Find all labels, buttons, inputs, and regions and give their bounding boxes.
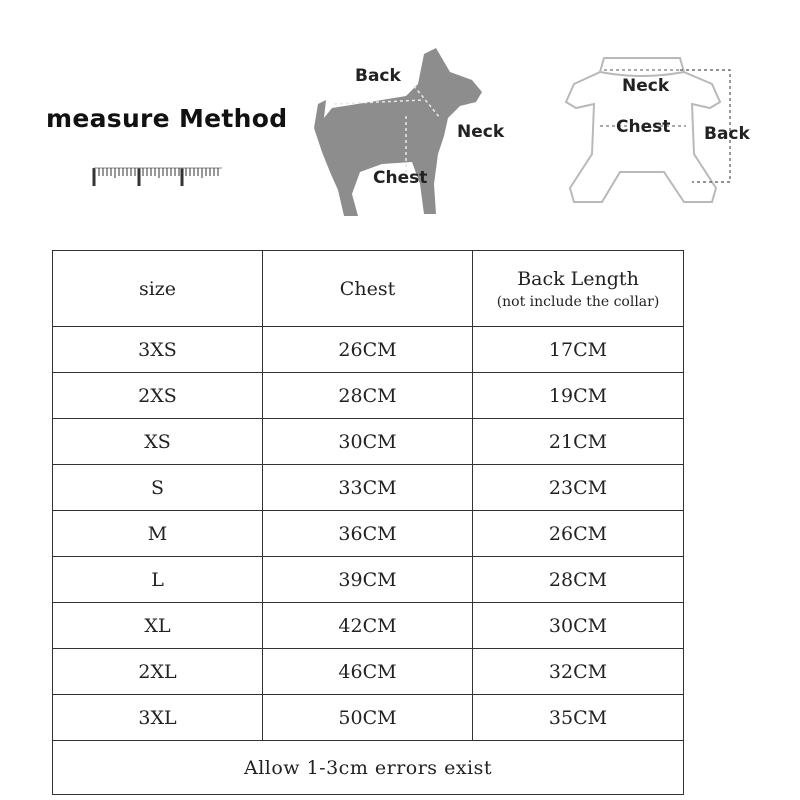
cell-size: M — [53, 511, 263, 557]
table-row — [53, 649, 684, 695]
measure-method-title: measure Method — [46, 104, 288, 133]
cell-back-length: 32CM — [473, 649, 684, 695]
cell-back-length: 19CM — [473, 373, 684, 419]
size-chart-table — [52, 250, 684, 795]
cell-size: S — [53, 465, 263, 511]
cell-chest: 26CM — [263, 327, 473, 373]
cell-chest: 50CM — [263, 695, 473, 741]
cell-chest: 33CM — [263, 465, 473, 511]
cell-back-length: 30CM — [473, 603, 684, 649]
header-size: size — [53, 251, 263, 327]
table-header-row — [53, 251, 684, 327]
table-row — [53, 603, 684, 649]
cell-chest: 46CM — [263, 649, 473, 695]
table-row — [53, 695, 684, 741]
cell-back-length: 21CM — [473, 419, 684, 465]
cell-chest: 36CM — [263, 511, 473, 557]
cell-chest: 28CM — [263, 373, 473, 419]
header-back-length-title: Back Length — [517, 267, 639, 290]
header-back-length — [473, 251, 684, 327]
header-chest: Chest — [263, 251, 473, 327]
cell-chest: 39CM — [263, 557, 473, 603]
cell-back-length: 23CM — [473, 465, 684, 511]
cell-chest: 30CM — [263, 419, 473, 465]
dog-chest-label: Chest — [373, 168, 428, 188]
cell-size: 3XS — [53, 327, 263, 373]
cell-size: XS — [53, 419, 263, 465]
cell-chest: 42CM — [263, 603, 473, 649]
cell-back-length: 17CM — [473, 327, 684, 373]
table-row — [53, 511, 684, 557]
dog-neck-label: Neck — [457, 122, 505, 142]
cell-size: XL — [53, 603, 263, 649]
table-row — [53, 419, 684, 465]
table-row — [53, 327, 684, 373]
table-row — [53, 465, 684, 511]
garment-back-label: Back — [704, 124, 750, 144]
garment-chest-label: Chest — [616, 117, 671, 137]
cell-back-length: 35CM — [473, 695, 684, 741]
table-footer-row — [53, 741, 684, 795]
table-row — [53, 557, 684, 603]
ruler-icon — [92, 160, 222, 188]
tolerance-note: Allow 1-3cm errors exist — [53, 741, 684, 795]
cell-size: 2XL — [53, 649, 263, 695]
cell-size: 3XL — [53, 695, 263, 741]
header-back-length-note: (not include the collar) — [496, 293, 660, 310]
cell-size: 2XS — [53, 373, 263, 419]
cell-back-length: 28CM — [473, 557, 684, 603]
dog-back-label: Back — [355, 66, 401, 86]
cell-size: L — [53, 557, 263, 603]
table-row — [53, 373, 684, 419]
garment-neck-label: Neck — [622, 76, 670, 96]
cell-back-length: 26CM — [473, 511, 684, 557]
